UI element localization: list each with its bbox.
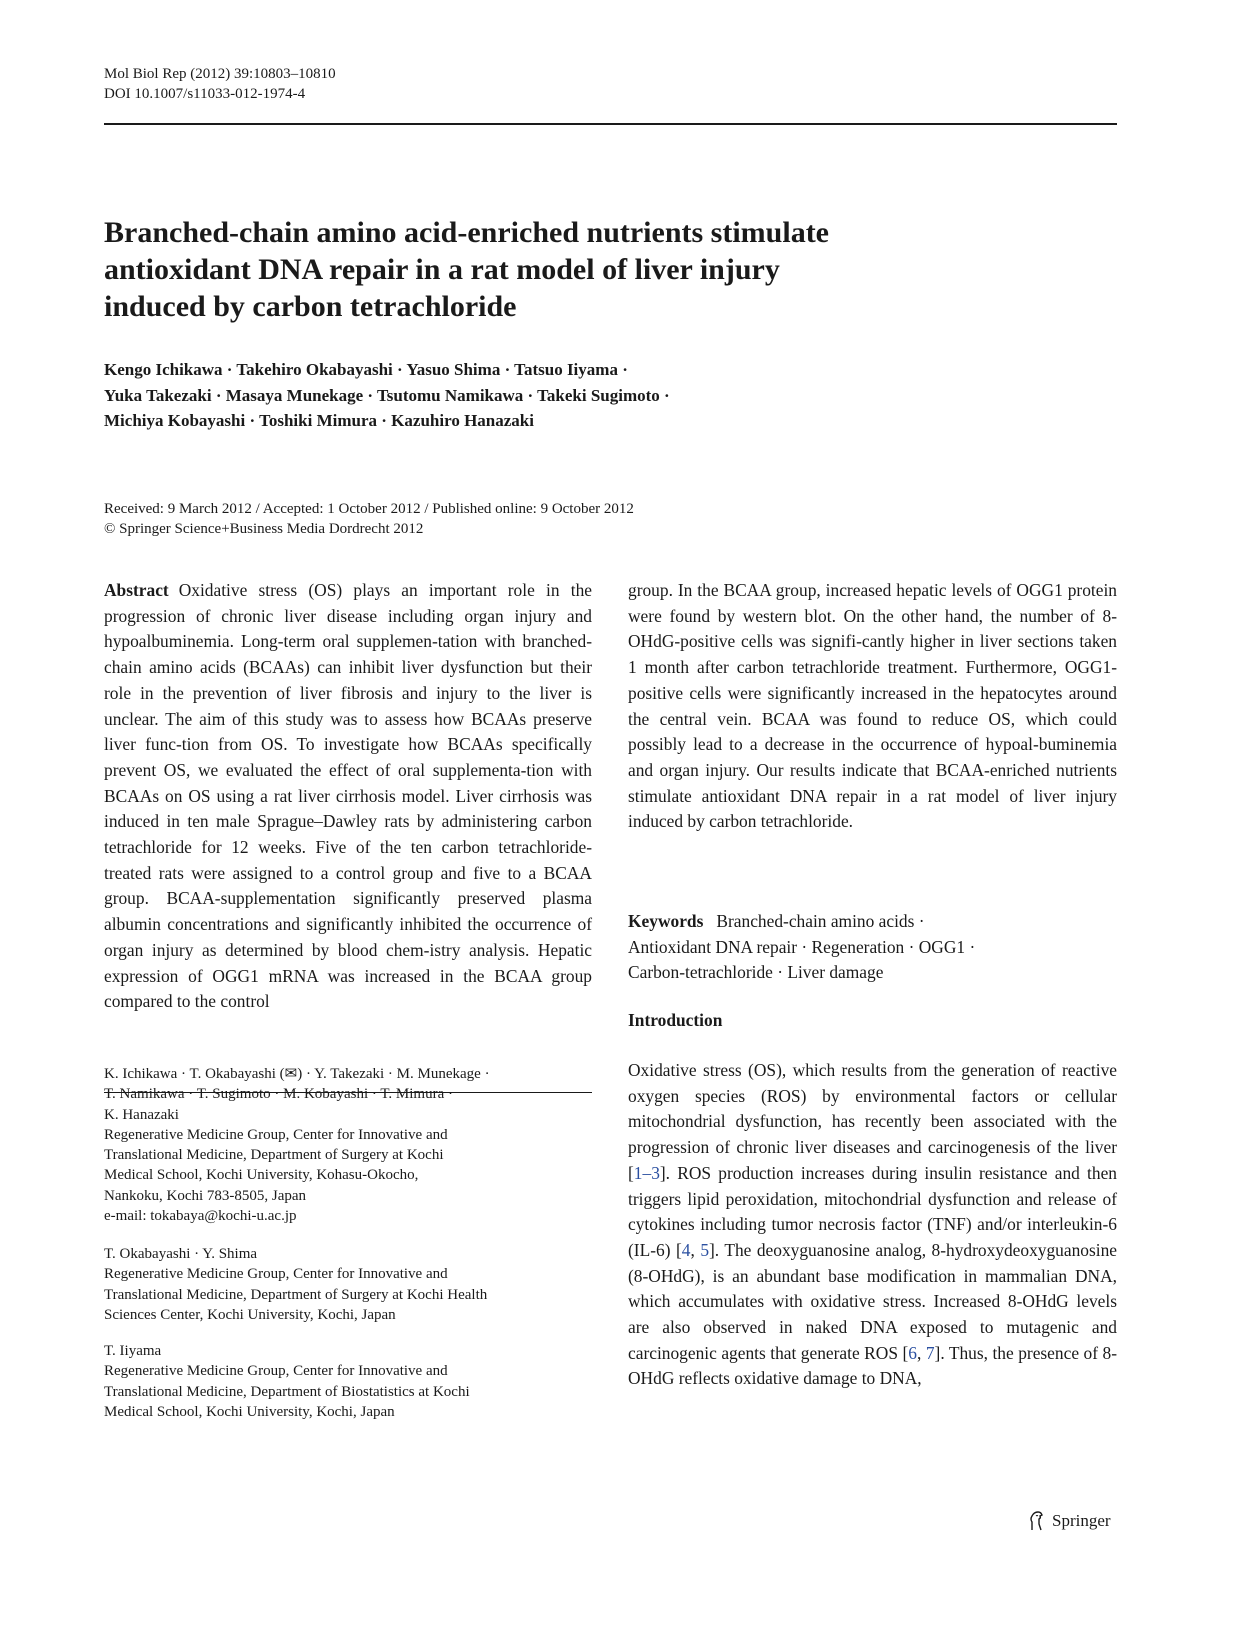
keywords: [628, 909, 1117, 986]
doi: DOI 10.1007/s11033-012-1974-4: [104, 86, 306, 102]
title-line: Branched-chain amino acid-enriched nutrients stimulate: [104, 216, 829, 249]
intro-text: ]. The deoxyguanosine analog, 8-hydroxydeoxyguanosine (8-OHdG), is an abundant base modification in mammalian DNA, which accumulates with oxidative stress. Increased 8-OHdG levels are also observed in naked DNA exposed to mutagenic and carcinogenic agents that generate ROS [: [628, 1239, 1117, 1363]
journal-header: [104, 64, 336, 104]
publisher-logo: [1026, 1510, 1111, 1532]
keywords-line: Branched-chain amino acids ·: [716, 911, 925, 931]
intro-text: ]. Thus, the presence of 8-OHdG reflects oxidative damage to DNA,: [628, 1342, 1117, 1389]
publisher-name: Springer: [1052, 1511, 1111, 1530]
affiliation-names: K. Ichikawa · T. Okabayashi (✉) · Y. Takezaki · M. Munekage ·: [104, 1066, 490, 1082]
affiliation-names: K. Hanazaki: [104, 1106, 179, 1123]
keywords-line: Carbon-tetrachloride · Liver damage: [628, 962, 884, 983]
affiliation-line: Medical School, Kochi University, Kohasu-Okocho,: [104, 1167, 419, 1184]
author-list: [104, 357, 1004, 434]
affiliation-email: e-mail: tokabaya@kochi-u.ac.jp: [104, 1208, 297, 1225]
citation-link[interactable]: 1–3: [633, 1162, 660, 1183]
citation-separator: ,: [690, 1239, 701, 1260]
introduction-body: [628, 1058, 1117, 1392]
affiliation-block: [104, 1064, 592, 1226]
keywords-heading: Keywords: [628, 911, 704, 931]
abstract-text-left: Oxidative stress (OS) plays an important role in the progression of chronic liver disease including organ injury and hypoalbuminemia. Long-term oral supplemen-tation with branched-chain amino acids (BCAAs) can inhibit liver dysfunction but their role in the prevention of liver fibrosis and injury to the liver is unclear. The aim of this study was to assess how BCAAs preserve liver func-tion from OS. To investigate how BCAAs specifically prevent OS, we evaluated the effect of oral supplementa-tion with BCAAs on OS using a rat liver cirrhosis model. Liver cirrhosis was induced in ten male Sprague–Dawley rats by administering carbon tetrachloride for 12 weeks. Five of the ten carbon tetrachloride-treated rats were assigned to a control group and five to a BCAA group. BCAA-supplementation significantly preserved plasma albumin concentrations and significantly inhibited the occurrence of organ injury as determined by blood chem-istry analysis. Hepatic expression of OGG1 mRNA was increased in the BCAA group compared to the control: [104, 580, 592, 1012]
citation-separator: ,: [917, 1342, 926, 1363]
citation-link[interactable]: 7: [925, 1342, 935, 1363]
introduction-heading: Introduction: [628, 1010, 723, 1030]
intro-text: Oxidative stress (OS), which results from the generation of reactive oxygen species (ROS) by environmental factors or cellular mitochondrial dysfunction, has recently been associated with the progression of chronic liver diseases and carcinogenesis of the liver [: [628, 1060, 1117, 1183]
affiliation-names: T. Okabayashi · Y. Shima: [104, 1246, 258, 1262]
affiliation-line: Sciences Center, Kochi University, Kochi, Japan: [104, 1306, 396, 1323]
abstract-heading: Abstract: [104, 580, 169, 600]
affiliation-line: Nankoku, Kochi 783-8505, Japan: [104, 1187, 307, 1204]
citation-link[interactable]: 5: [700, 1239, 710, 1260]
affiliation-line: Regenerative Medicine Group, Center for Innovative and: [104, 1126, 448, 1143]
abstract-right: [628, 578, 1117, 835]
affiliation-line: Medical School, Kochi University, Kochi, Japan: [104, 1403, 395, 1420]
author-line: Kengo Ichikawa · Takehiro Okabayashi · Yasuo Shima · Tatsuo Iiyama ·: [104, 360, 628, 379]
publication-dates: [104, 499, 1004, 539]
affiliation-block: [104, 1341, 592, 1422]
springer-horse-icon: [1026, 1510, 1046, 1532]
affiliation-line: Regenerative Medicine Group, Center for Innovative and: [104, 1266, 448, 1283]
keywords-line: Antioxidant DNA repair · Regeneration · OGG1 ·: [628, 936, 976, 957]
title-line: induced by carbon tetrachloride: [104, 290, 517, 323]
citation-link[interactable]: 4: [681, 1239, 691, 1260]
affiliation-line: Regenerative Medicine Group, Center for Innovative and: [104, 1363, 448, 1380]
abstract-text-right: group. In the BCAA group, increased hepatic levels of OGG1 protein were found by western blot. On the other hand, the number of 8-OHdG-positive cells was signifi-cantly higher in liver sections taken 1 month after carbon tetrachloride treatment. Furthermore, OGG1-positive cells were significantly increased in the hepatocytes around the central vein. BCAA was found to reduce OS, which could possibly lead to a decrease in the occurrence of hypoal-buminemia and organ injury. Our results indicate that BCAA-enriched nutrients stimulate antioxidant DNA repair in a rat model of liver injury induced by carbon tetrachloride.: [628, 580, 1117, 832]
received-dates: Received: 9 March 2012 / Accepted: 1 October 2012 / Published online: 9 October 2012: [104, 501, 634, 517]
affiliation-names: T. Namikawa · T. Sugimoto · M. Kobayashi · T. Mimura ·: [104, 1086, 453, 1103]
article-title: [104, 214, 1004, 325]
affiliation-names: T. Iiyama: [104, 1343, 162, 1359]
header-rule: [104, 123, 1117, 125]
author-line: Yuka Takezaki · Masaya Munekage · Tsutomu Namikawa · Takeki Sugimoto ·: [104, 385, 670, 405]
affiliation-line: Translational Medicine, Department of Biostatistics at Kochi: [104, 1383, 470, 1400]
citation-link[interactable]: 6: [908, 1342, 917, 1363]
copyright-line: © Springer Science+Business Media Dordrecht 2012: [104, 521, 424, 537]
journal-citation: Mol Biol Rep (2012) 39:10803–10810: [104, 66, 336, 82]
affiliation-block: [104, 1244, 592, 1325]
title-line: antioxidant DNA repair in a rat model of liver injury: [104, 253, 780, 286]
affiliation-line: Translational Medicine, Department of Surgery at Kochi: [104, 1147, 444, 1164]
affiliation-line: Translational Medicine, Department of Surgery at Kochi Health: [104, 1286, 488, 1303]
author-line: Michiya Kobayashi · Toshiki Mimura · Kazuhiro Hanazaki: [104, 411, 534, 430]
abstract-left: [104, 578, 592, 1015]
intro-text: ]. ROS production increases during insulin resistance and then triggers lipid peroxidation, mitochondrial dysfunction and release of cytokines including tumor necrosis factor (TNF) and/or interleukin-6 (IL-6) [: [628, 1162, 1117, 1260]
